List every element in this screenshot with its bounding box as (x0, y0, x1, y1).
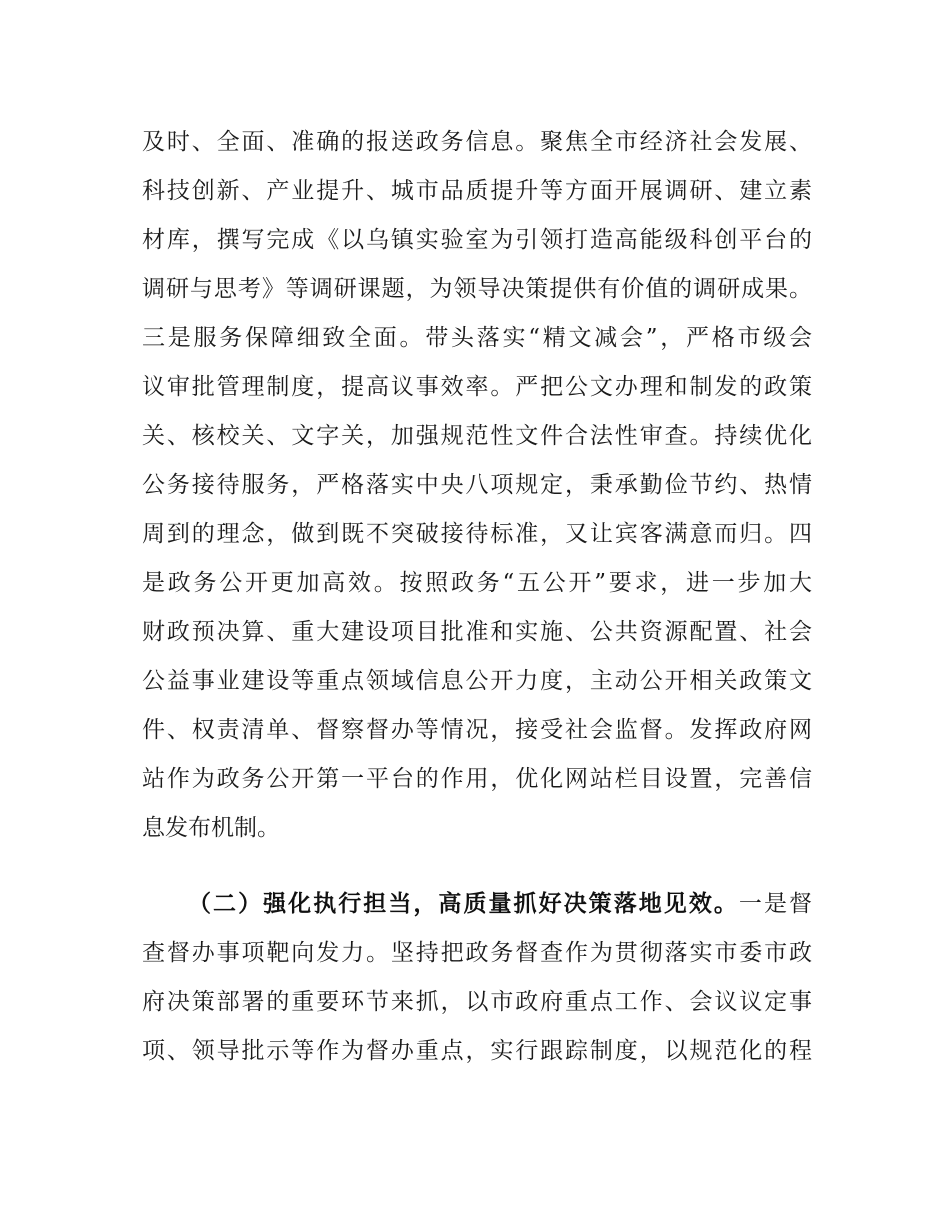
text-line: 科技创新、产业提升、城市品质提升等方面开展调研、建立素 (142, 178, 812, 204)
text-line: 查督办事项靶向发力。坚持把政务督查作为贯彻落实市委市政 (142, 940, 812, 966)
section-heading: （二）强化执行担当，高质量抓好决策落地见效。 (188, 891, 739, 917)
text-line: 关、核校关、文字关，加强规范性文件合法性审查。持续优化 (142, 423, 812, 449)
text-line: 调研与思考》等调研课题，为领导决策提供有价值的调研成果。 (142, 276, 812, 302)
text-line: 件、权责清单、督察督办等情况，接受社会监督。发挥政府网 (142, 717, 812, 743)
paragraph-1 (142, 118, 812, 853)
paragraph-2-first-line (142, 880, 812, 929)
text-line: 站作为政务公开第一平台的作用，优化网站栏目设置，完善信 (142, 766, 812, 792)
text-line: 是政务公开更加高效。按照政务“五公开”要求，进一步加大 (142, 570, 812, 596)
text-line: 财政预决算、重大建设项目批准和实施、公共资源配置、社会 (142, 619, 812, 645)
text-line: 及时、全面、准确的报送政务信息。聚焦全市经济社会发展、 (142, 129, 812, 155)
text-line: 周到的理念，做到既不突破接待标准，又让宾客满意而归。四 (142, 521, 812, 547)
text-run: 一是督 (738, 891, 813, 917)
text-line: 三是服务保障细致全面。带头落实“精文减会”，严格市级会 (142, 325, 812, 351)
text-line: 公务接待服务，严格落实中央八项规定，秉承勤俭节约、热情 (142, 472, 812, 498)
text-line: 项、领导批示等作为督办重点，实行跟踪制度，以规范化的程 (142, 1038, 812, 1064)
text-line: 材库，撰写完成《以乌镇实验室为引领打造高能级科创平台的 (142, 227, 812, 253)
text-line: 公益事业建设等重点领域信息公开力度，主动公开相关政策文 (142, 668, 812, 694)
text-line: 息发布机制。 (142, 815, 280, 841)
paragraph-2 (142, 880, 812, 1076)
text-line: 议审批管理制度，提高议事效率。严把公文办理和制发的政策 (142, 374, 812, 400)
text-line: 府决策部署的重要环节来抓，以市政府重点工作、会议议定事 (142, 989, 812, 1015)
